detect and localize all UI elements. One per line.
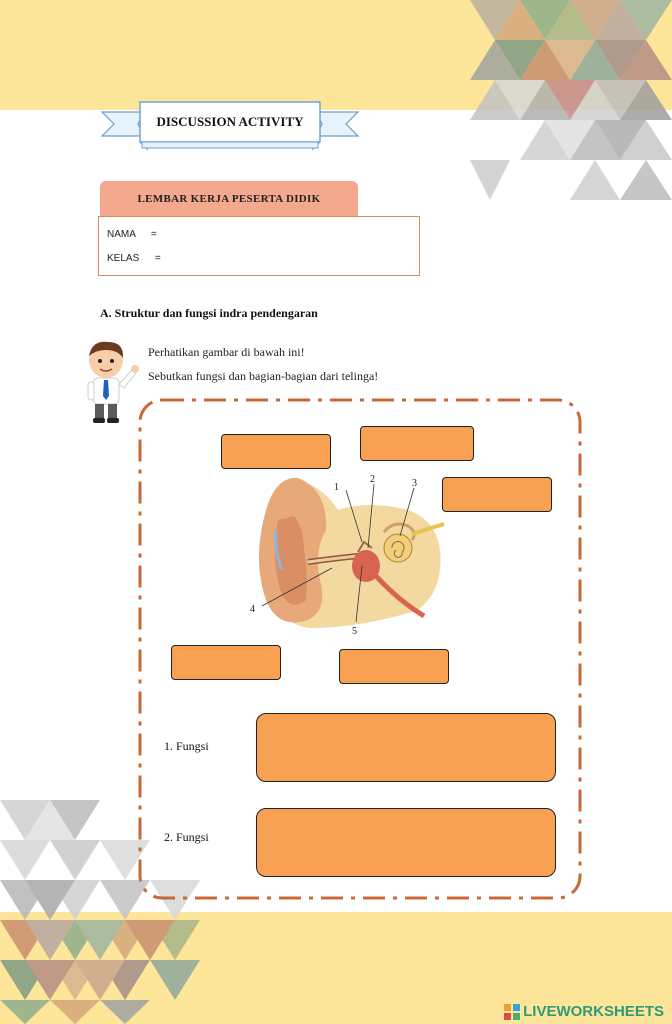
function-label-2: 2. Fungsi — [164, 830, 209, 844]
class-row — [107, 253, 161, 264]
answer-box-part-4[interactable] — [171, 645, 281, 680]
class-label: KELAS — [107, 253, 140, 264]
answer-box-part-1[interactable] — [221, 434, 331, 469]
label-3: 3 — [412, 478, 417, 489]
brand-text: LIVEWORKSHEETS — [523, 1003, 664, 1020]
label-4: 4 — [250, 604, 255, 615]
answer-box-part-5[interactable] — [339, 649, 449, 684]
name-label: NAMA — [107, 229, 136, 240]
function-answer-2[interactable] — [256, 808, 556, 877]
label-2: 2 — [370, 474, 375, 485]
name-row — [107, 229, 157, 240]
function-label-1: 1. Fungsi — [164, 739, 209, 753]
instruction-observe: Perhatikan gambar di bawah ini! — [148, 345, 305, 359]
activity-title: DISCUSSION ACTIVITY — [156, 114, 304, 129]
teacher-character-icon — [80, 340, 142, 424]
liveworksheets-icon — [504, 1004, 520, 1020]
answer-box-part-2[interactable] — [360, 426, 474, 461]
function-answer-1[interactable] — [256, 713, 556, 782]
instruction-mention: Sebutkan fungsi dan bagian-bagian dari telinga! — [148, 369, 379, 383]
liveworksheets-logo — [504, 1003, 664, 1020]
section-heading: A. Struktur dan fungsi indra pendengaran — [100, 306, 318, 320]
class-separator: = — [154, 253, 161, 264]
name-separator: = — [150, 229, 157, 240]
worksheet-title: LEMBAR KERJA PESERTA DIDIK — [100, 181, 358, 217]
label-5: 5 — [352, 626, 357, 637]
student-info-box — [98, 216, 420, 276]
ear-anatomy-diagram — [248, 470, 448, 640]
label-1: 1 — [334, 482, 339, 493]
answer-box-part-3[interactable] — [442, 477, 552, 512]
